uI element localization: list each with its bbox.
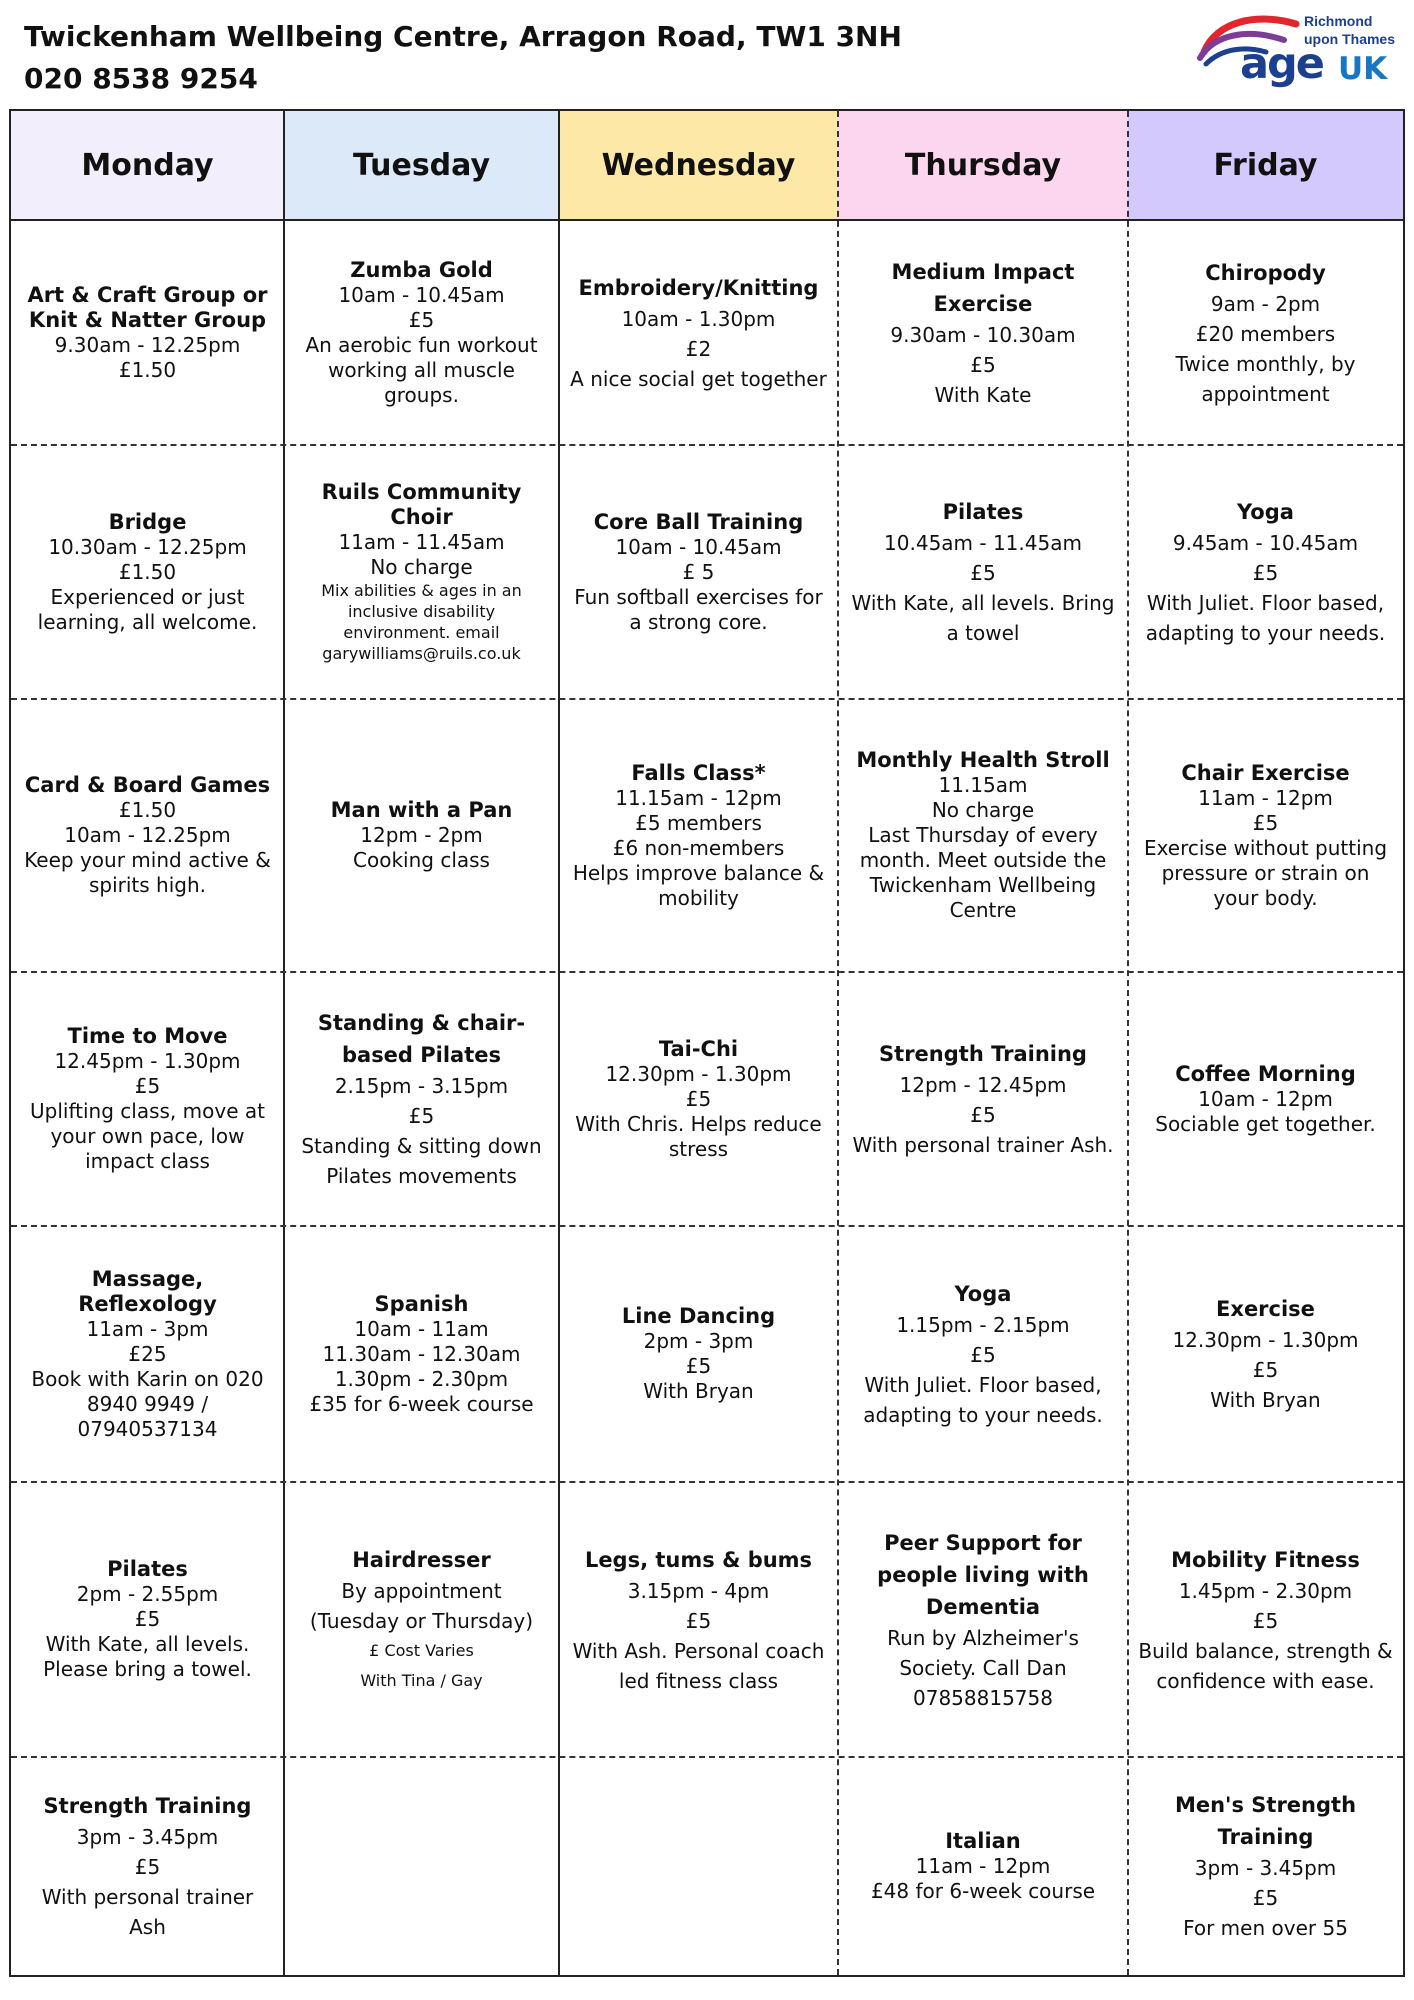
class-detail: £2 [685,337,712,361]
class-cell-monday [11,445,284,699]
class-cell-monday [11,221,284,445]
class-detail: 9am - 2pm [1210,292,1321,316]
logo-uk: UK [1338,51,1388,87]
class-detail: With Kate [934,383,1032,407]
class-cell-friday [1128,699,1403,972]
class-detail: Run by Alzheimer's Society. Call Dan 07858815758 [887,1625,1079,1710]
class-detail: 10am - 10.45am [338,283,505,307]
class-detail: With Bryan [643,1379,754,1403]
class-detail: Uplifting class, move at your own pace, low impact class [30,1099,265,1173]
day-header-tuesday: Tuesday [284,111,559,221]
class-detail: £5 [1252,1886,1279,1910]
class-title: Strength Training [879,1042,1087,1066]
class-title: Zumba Gold [350,258,493,282]
class-detail: 9.30am - 12.25pm [54,333,241,357]
class-cell-wednesday [559,1482,838,1757]
class-detail: An aerobic fun workout working all muscle groups. [305,333,538,407]
class-detail: 12.45pm - 1.30pm [54,1049,241,1073]
class-cell-thursday [838,1482,1128,1757]
class-cell-wednesday [559,1226,838,1482]
class-detail: Standing & sitting down Pilates movements [301,1134,542,1188]
class-detail: 11.15am [938,773,1028,797]
class-detail: 2pm - 3pm [643,1329,754,1353]
class-title: Yoga [1237,500,1294,524]
weekly-timetable [9,109,1405,1977]
class-cell-thursday [838,699,1128,972]
class-detail: £5 [1252,810,1279,835]
class-detail: £1.50 [118,559,177,584]
class-title: Standing & chair-based Pilates [317,1011,526,1067]
logo-upon-thames: upon Thames [1304,31,1396,47]
class-detail: 3.15pm - 4pm [627,1578,770,1603]
class-cell-monday [11,1757,284,1975]
class-title: Spanish [374,1291,469,1316]
class-title: Falls Class* [631,760,766,785]
class-detail: £5 [685,1086,712,1111]
class-title: Pilates [107,1557,188,1581]
class-title: Art & Craft Group or Knit & Natter Group [27,283,268,332]
class-detail: 10am - 12pm [1198,1086,1333,1111]
class-detail: Keep your mind active & spirits high. [24,848,271,897]
class-detail: £5 [970,1103,996,1127]
class-detail: 2.15pm - 3.15pm [334,1074,509,1098]
class-title: Chiropody [1205,261,1326,285]
class-cell-friday [1128,1757,1403,1975]
class-title: Monthly Health Stroll [856,748,1110,772]
class-detail: 12.30pm - 1.30pm [605,1061,792,1086]
class-cell-tuesday [284,972,559,1226]
class-detail: £ 5 [682,559,715,584]
class-title: Italian [945,1828,1021,1853]
class-detail: £5 [1252,1608,1279,1633]
class-detail: Cooking class [353,848,490,872]
class-cell-friday [1128,972,1403,1226]
class-cell-friday [1128,445,1403,699]
class-title: Line Dancing [621,1304,776,1328]
centre-phone: 020 8538 9254 [24,62,258,95]
class-detail: 9.30am - 10.30am [890,323,1076,347]
class-title: Ruils Community Choir [321,480,522,529]
class-detail: With Kate, all levels. Bring a towel [851,591,1115,645]
class-title: Card & Board Games [24,773,271,797]
class-cell-tuesday [284,1482,559,1757]
class-cell-wednesday [559,221,838,445]
class-title: Pilates [942,500,1024,524]
class-cell-tuesday [284,445,559,699]
class-detail: Sociable get together. [1155,1111,1376,1136]
class-title: Legs, tums & bums [584,1547,813,1572]
class-detail: Last Thursday of every month. Meet outside the Twickenham Wellbeing Centre [859,823,1107,922]
class-detail: 11am - 11.45am [338,530,505,554]
class-detail: £1.50 [118,358,177,382]
class-detail: 10.30am - 12.25pm [48,534,247,559]
class-cell-monday [11,1226,284,1482]
class-detail: £35 for 6-week course [309,1391,534,1416]
class-detail: With Kate, all levels. Please bring a towel. [43,1632,252,1681]
class-detail: 11am - 12pm [1198,785,1333,810]
class-cell-tuesday [284,221,559,445]
class-cell-wednesday [559,445,838,699]
class-detail: £5 [134,1074,161,1098]
class-detail: £5 [685,1354,712,1378]
class-title: Peer Support for people living with Dementia [877,1530,1089,1619]
class-cell-friday [1128,1482,1403,1757]
class-detail: £5 [1252,1358,1279,1382]
class-detail: Twice monthly, by appointment [1175,352,1356,406]
class-detail: No charge [931,798,1035,822]
class-detail: £5 [970,1343,996,1367]
age-uk-logo [1196,8,1406,98]
day-header-friday: Friday [1128,111,1403,221]
class-cell-thursday [838,221,1128,445]
class-title: Bridge [108,509,187,534]
class-note: £ Cost Varies [369,1640,474,1660]
class-detail: 10am - 11am [354,1316,489,1341]
class-detail: £5 [134,1607,161,1631]
class-detail: With personal trainer Ash. [852,1133,1114,1157]
class-detail: Book with Karin on 020 8940 9949 / 07940537134 [31,1366,264,1441]
class-detail: £5 [685,1608,712,1633]
class-detail: With Ash. Personal coach led fitness class [572,1638,825,1693]
class-detail: £25 [128,1341,167,1366]
class-detail: £5 [970,353,996,377]
class-detail: 12pm - 12.45pm [899,1073,1067,1097]
class-title: Strength Training [43,1794,252,1818]
class-detail: 3pm - 3.45pm [76,1825,219,1849]
class-detail: £5 [408,308,435,332]
class-title: Time to Move [67,1024,228,1048]
class-detail: 12.30pm - 1.30pm [1172,1328,1359,1352]
class-detail: With Juliet. Floor based, adapting to your needs. [1145,591,1386,645]
class-detail: Build balance, strength & confidence with ease. [1138,1638,1393,1693]
class-cell-wednesday [559,699,838,972]
class-cell-wednesday [559,972,838,1226]
class-cell-thursday [838,1757,1128,1975]
class-cell-thursday [838,445,1128,699]
class-title: Hairdresser [352,1547,491,1572]
class-detail: 11am - 3pm [86,1316,209,1341]
day-header-thursday: Thursday [838,111,1128,221]
class-detail: 1.30pm - 2.30pm [334,1366,509,1391]
class-detail: 9.45am - 10.45am [1172,531,1359,555]
class-detail: 1.15pm - 2.15pm [896,1313,1070,1337]
class-detail: £1.50 [118,798,177,822]
class-note: With Tina / Gay [360,1670,483,1690]
class-detail: £5 [408,1104,435,1128]
class-title: Exercise [1216,1297,1315,1321]
class-detail: £5 [134,1855,161,1879]
logo-age: age [1240,39,1323,89]
class-detail: £48 for 6-week course [870,1878,1096,1903]
class-detail: 10am - 1.30pm [621,307,776,331]
logo-richmond: Richmond [1304,13,1373,29]
class-title: Man with a Pan [330,798,513,822]
day-header-monday: Monday [11,111,284,221]
class-detail: Helps improve balance & mobility [572,860,825,910]
class-cell-thursday [838,1226,1128,1482]
class-detail: For men over 55 [1183,1916,1348,1940]
class-title: Medium Impact Exercise [891,260,1075,316]
class-title: Coffee Morning [1175,1061,1356,1086]
class-title: Mobility Fitness [1171,1547,1360,1572]
class-detail: 11.15am - 12pm [615,785,782,810]
class-cell-friday [1128,1226,1403,1482]
class-detail: No charge [370,555,473,579]
class-cell-tuesday [284,1226,559,1482]
class-detail: 3pm - 3.45pm [1194,1856,1337,1880]
class-title: Tai-Chi [658,1036,739,1061]
class-detail: With personal trainer Ash [41,1885,254,1939]
class-title: Core Ball Training [593,509,804,534]
class-cell-thursday [838,972,1128,1226]
class-detail: £5 [970,561,996,585]
class-title: Embroidery/Knitting [578,276,819,300]
class-cell-tuesday [284,699,559,972]
class-title: Chair Exercise [1181,760,1350,785]
class-cell-monday [11,972,284,1226]
class-cell-monday [11,1482,284,1757]
class-detail: 1.45pm - 2.30pm [1178,1578,1353,1603]
centre-header [24,16,902,100]
class-title: Massage, Reflexology [78,1266,217,1316]
class-detail: With Bryan [1210,1388,1321,1412]
class-detail: £6 non-members [612,835,785,860]
class-detail: 11.30am - 12.30am [322,1341,521,1366]
class-detail: 10.45am - 11.45am [884,531,1082,555]
class-title: Yoga [954,1282,1012,1306]
class-detail: £20 members [1195,322,1336,346]
class-detail: 2pm - 2.55pm [76,1582,219,1606]
class-detail: Fun softball exercises for a strong core. [574,584,823,634]
class-cell-monday [11,699,284,972]
class-title: Men's Strength Training [1174,1793,1357,1849]
class-note: Mix abilities & ages in an inclusive disability environment. email garywilliams@ruils.co.uk [321,581,522,663]
class-detail: Exercise without putting pressure or strain on your body. [1143,835,1388,910]
class-detail: 10am - 12.25pm [64,823,231,847]
class-detail: 12pm - 2pm [360,823,483,847]
class-cell-friday [1128,221,1403,445]
class-detail: By appointment (Tuesday or Thursday) [309,1578,534,1633]
class-detail: £5 [1252,561,1279,585]
class-detail: With Chris. Helps reduce stress [575,1111,822,1161]
class-detail: A nice social get together [570,367,827,391]
class-detail: £5 members [635,810,762,835]
centre-address: Twickenham Wellbeing Centre, Arragon Road, TW1 3NH [24,20,902,53]
class-detail: With Juliet. Floor based, adapting to your needs. [863,1373,1103,1427]
class-detail: 11am - 12pm [915,1853,1051,1878]
day-header-wednesday: Wednesday [559,111,838,221]
class-detail: Experienced or just learning, all welcome. [37,584,258,634]
class-detail: 10am - 10.45am [615,534,782,559]
